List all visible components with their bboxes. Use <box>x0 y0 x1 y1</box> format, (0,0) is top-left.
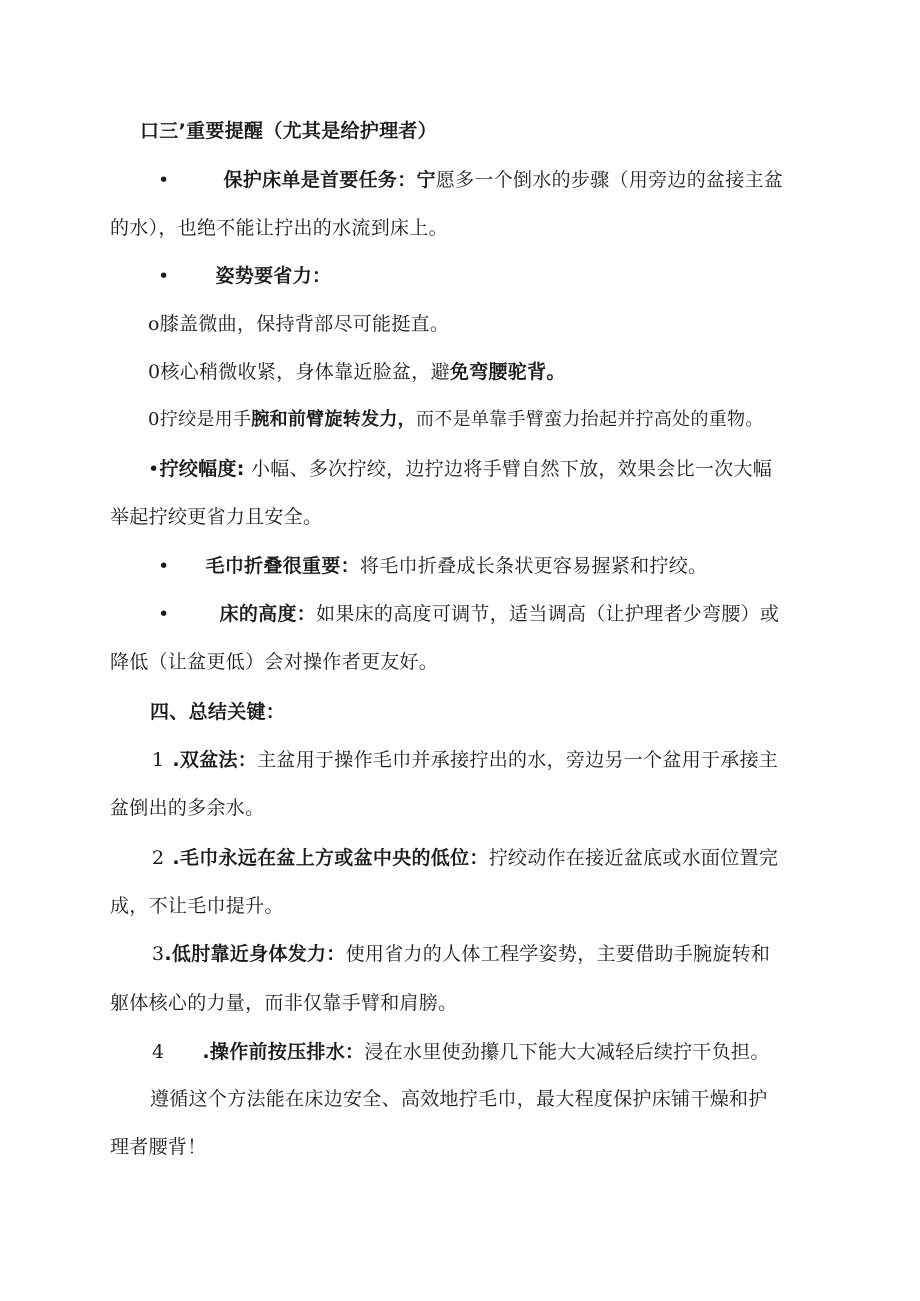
sub-item-text-tail: 而不是单靠手臂蛮力抬起并拧高处的重物。 <box>415 409 764 430</box>
bullet-item-twist-range <box>148 456 772 482</box>
bullet-item-text: 愿多一个倒水的步骤（用旁边的盆接主盆 <box>435 169 784 191</box>
bullet-marker: • <box>158 169 170 191</box>
bullet-marker: • <box>158 603 170 625</box>
summary-item-number: 3 <box>152 943 165 965</box>
summary-item-2 <box>152 845 778 871</box>
section-3-heading: 口三’重要提醒（尤其是给护理者） <box>140 120 438 142</box>
summary-item-3 <box>152 941 770 967</box>
bullet-marker: • <box>148 458 160 480</box>
closing-paragraph: 遵循这个方法能在床边安全、高效地拧毛巾，最大程度保护床铺干燥和护 <box>150 1088 768 1110</box>
summary-item-continuation: 成，不让毛巾提升。 <box>110 895 284 917</box>
bullet-item-towel-fold <box>158 553 707 579</box>
closing-continuation: 理者腰背！ <box>110 1136 207 1158</box>
summary-item-label: .操作前按压排水： <box>202 1041 365 1063</box>
summary-item-text: 浸在水里使劲攥几下能大大减轻后续拧干负担。 <box>364 1041 770 1063</box>
sub-item-wrist <box>148 407 764 433</box>
summary-item-4 <box>152 1039 770 1065</box>
bullet-marker: • <box>158 555 170 577</box>
bullet-item-label: 拧绞幅度: <box>159 458 245 480</box>
summary-item-text: 使用省力的人体工程学姿势，主要借助手腕旋转和 <box>345 943 771 965</box>
bullet-item-label: 保护床单是首要任务：宁 <box>223 169 436 191</box>
summary-item-number: 4 <box>152 1041 165 1063</box>
summary-item-text: 主盆用于操作毛巾并承接拧出的水，旁边另一个盆用于承接主 <box>257 749 779 771</box>
bullet-item-posture <box>158 263 331 289</box>
bullet-item-continuation: 降低（让盆更低）会对操作者更友好。 <box>110 651 439 673</box>
sub-item-bold-text: 腕和前臂旋转发力， <box>251 409 416 430</box>
summary-item-number: 2 <box>152 847 165 869</box>
sub-item-bold-text: 免弯腰驼背。 <box>449 361 566 383</box>
sub-item-knees <box>148 311 449 337</box>
summary-item-continuation: 躯体核心的力量，而非仅靠手臂和肩膀。 <box>110 992 458 1014</box>
sub-item-core <box>148 359 566 385</box>
bullet-item-text: 如果床的高度可调节，适当调高（让护理者少弯腰）或 <box>316 603 780 625</box>
bullet-item-bed-height <box>158 601 779 627</box>
bullet-item-label: 毛巾折叠很重要： <box>205 555 360 577</box>
summary-item-1 <box>152 747 778 773</box>
bullet-item-text: 小幅、多次拧绞，边拧边将手臂自然下放，效果会比一次大幅 <box>244 458 773 480</box>
bullet-item-label: 床的高度： <box>219 603 317 625</box>
sub-item-text: 核心稍微收紧，身体靠近脸盆，避 <box>160 361 450 383</box>
bullet-marker: • <box>158 265 170 287</box>
bullet-item-label: 姿势要省力： <box>215 265 332 287</box>
summary-item-label: .毛巾永远在盆上方或盆中央的低位： <box>172 847 489 869</box>
sub-item-marker: 0 <box>148 409 160 430</box>
bullet-item-protect-sheets <box>158 167 783 193</box>
section-4-heading: 四、总结关键： <box>150 701 286 723</box>
bullet-item-continuation: 举起拧绞更省力且安全。 <box>110 506 323 528</box>
bullet-item-continuation: 的水），也绝不能让拧出的水流到床上。 <box>110 217 448 239</box>
summary-item-text: 拧绞动作在接近盆底或水面位置完 <box>488 847 779 869</box>
summary-item-label: .双盆法： <box>172 749 258 771</box>
sub-item-text: 膝盖微曲，保持背部尽可能挺直。 <box>159 313 450 335</box>
sub-item-marker: 0 <box>148 361 161 383</box>
summary-item-label: .低肘靠近身体发力： <box>164 943 346 965</box>
sub-item-marker: o <box>148 313 160 335</box>
sub-item-text: 拧绞是用手 <box>159 409 252 430</box>
summary-item-number: 1 <box>152 749 165 771</box>
summary-item-continuation: 盆倒出的多余水。 <box>110 797 265 819</box>
bullet-item-text: 将毛巾折叠成长条状更容易握紧和拧绞。 <box>359 555 708 577</box>
